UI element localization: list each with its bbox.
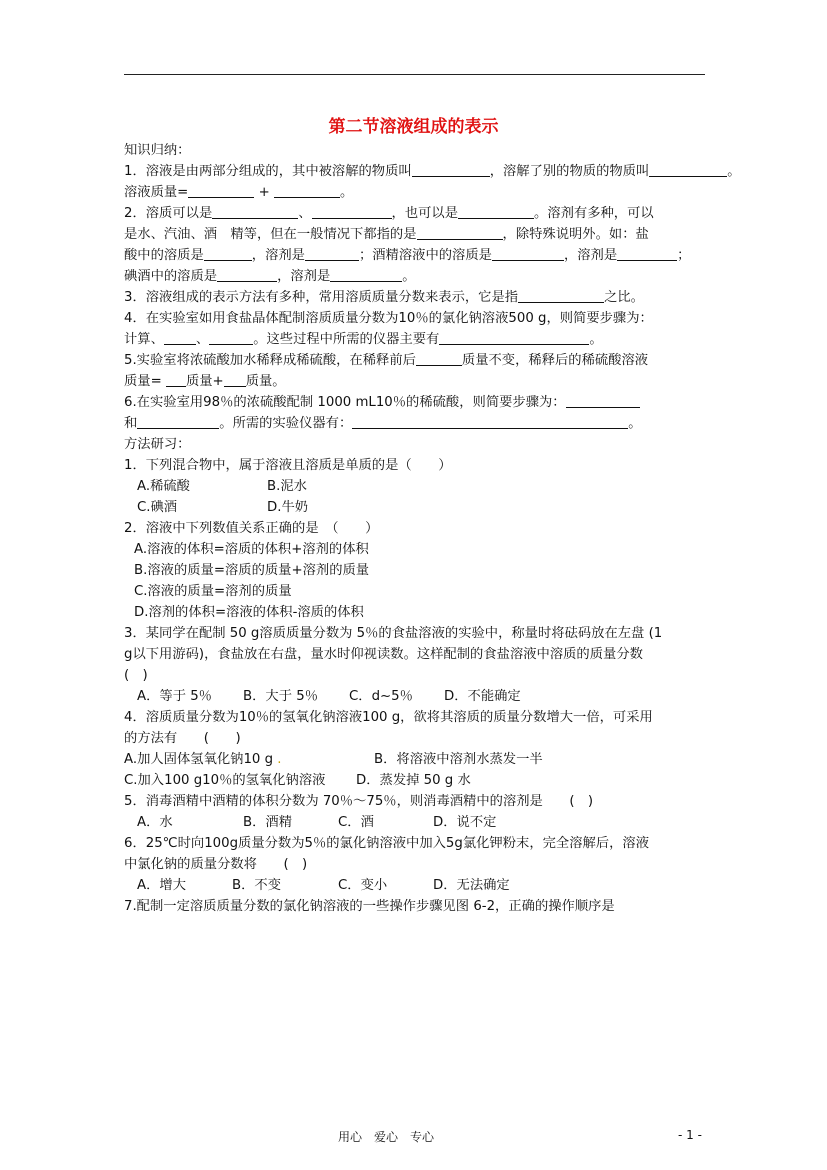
answer-blank [330,267,402,282]
option-a: A．增大 [137,878,186,893]
answer-blank [209,330,253,345]
methods-q4-line1: 4．溶质质量分数为10％的氢氧化钠溶液100 g，欲将其溶质的质量分数增大一倍，可采用 [124,710,653,725]
answer-blank [416,351,462,366]
text: 2．溶质可以是 [124,206,213,221]
text: ；酒精溶液中的溶质是 [358,248,492,263]
answer-blank [217,267,277,282]
knowledge-q4-line2 [124,329,789,350]
methods-q4-options-row2 [124,770,789,791]
option-d: D.牛奶 [267,500,309,515]
knowledge-q1-line1 [124,161,789,182]
option-a-text: A.加人固体氢氧化钠10 g [124,752,274,767]
knowledge-q2-line2 [124,224,789,245]
knowledge-q5-line1 [124,350,789,371]
text: 5.实验室将浓硫酸加水稀释成稀硫酸，在稀释前后 [124,353,416,368]
text: ，溶剂是 [251,248,305,263]
option-d: D．不能确定 [444,689,521,704]
knowledge-q4-line1: 4．在实验室如用食盐晶体配制溶质质量分数为10％的氯化钠溶液500 g，则简要步骤为： [124,311,653,326]
methods-q3-line1: 3．某同学在配制 50 g溶质质量分数为 5％的食盐溶液的实验中，称量时将砝码放在左盘 (1 [124,626,663,641]
text: ，也可以是 [391,206,459,221]
methods-q6-line1: 6．25℃时向100g质量分数为5％的氯化钠溶液中加入5g氯化钾粉末，完全溶解后，溶液 [124,836,649,851]
knowledge-q2-line4 [124,266,789,287]
option-a: A．等于 5％ [137,689,212,704]
text: 。 [402,269,416,284]
option-b: B．不变 [232,878,282,893]
answer-blank [617,246,677,261]
methods-q3-options [124,686,789,707]
knowledge-q6-line1 [124,392,789,413]
page-title: 第二节溶液组成的表示 [328,117,499,137]
methods-q1: 1．下列混合物中，属于溶液且溶质是单质的是（ ） [124,458,452,473]
text: 质量不变，稀释后的稀硫酸溶液 [461,353,649,368]
text: 质量+ [185,374,224,389]
answer-blank [458,204,534,219]
option-d: D．说不定 [433,815,497,830]
option-d: D．蒸发掉 50 g 水 [356,773,471,788]
answer-blank [649,162,727,177]
knowledge-q2-line1 [124,203,789,224]
methods-q1-options-row2 [124,497,789,518]
methods-q6-options [124,875,789,896]
methods-q4-line2: 的方法有 ( ) [124,731,241,746]
text: ，除特殊说明外。如：盐 [502,227,649,242]
option-c: C．变小 [338,878,388,893]
answer-blank [518,288,604,303]
knowledge-q1-line2 [124,182,789,203]
page-number: - 1 - [678,1128,702,1142]
option-d: D.溶剂的体积=溶液的体积-溶质的体积 [134,605,364,620]
answer-blank [164,330,196,345]
option-a [124,749,374,770]
text: + [254,185,274,200]
methods-q5-options [124,812,789,833]
answer-blank [224,372,246,387]
option-c: C.加入100 g10％的氢氧化钠溶液 [124,773,326,788]
text: ，溶剂是 [563,248,618,263]
text: 。所需的实验仪器有： [219,416,353,431]
knowledge-q6-line2 [124,413,789,434]
answer-blank [412,162,490,177]
option-b: B.溶液的质量=溶质的质量+溶剂的质量 [134,563,370,578]
knowledge-q3 [124,287,789,308]
answer-blank [166,372,186,387]
methods-heading: 方法研习： [124,437,191,452]
knowledge-q2-line3 [124,245,789,266]
answer-blank [312,204,392,219]
methods-q6-line2: 中氯化钠的质量分数将 ( ) [124,857,308,872]
option-c: C．d~5％ [349,689,413,704]
text: 。 [727,164,741,179]
text: 、 [195,332,210,347]
answer-blank [305,246,359,261]
answer-blank [137,414,219,429]
option-b: B．大于 5％ [243,689,318,704]
text: ； [677,248,691,263]
text: 是水、汽油、酒 精等，但在一般情况下都指的是 [124,227,417,242]
text: 。溶剂有多种，可以 [534,206,654,221]
option-c: C.溶液的质量=溶剂的质量 [134,584,292,599]
answer-blank [566,393,640,408]
option-c: C．酒 [338,815,374,830]
option-b: B.泥水 [267,479,307,494]
methods-q1-options-row1 [124,476,789,497]
answer-blank [492,246,564,261]
text: ，溶剂是 [277,269,331,284]
answer-blank [439,330,589,345]
text: ，溶解了别的物质的物质叫 [489,164,650,179]
text: 之比。 [604,290,644,305]
text: 和 [124,416,138,431]
text: 。 [589,332,603,347]
text: 、 [298,206,312,221]
text: 质量= [124,374,166,389]
text: 3．溶液组成的表示方法有多种，常用溶质质量分数来表示，它是指 [124,290,519,305]
methods-q5: 5．消毒酒精中酒精的体积分数为 70％～75％，则消毒酒精中的溶剂是 ( ) [124,794,594,809]
option-a: A．水 [137,815,173,830]
text: 1．溶液是由两部分组成的，其中被溶解的物质叫 [124,164,412,179]
answer-blank [352,414,628,429]
header-rule [124,74,705,75]
document-body [124,140,789,917]
answer-blank [204,246,252,261]
methods-q3-line3: ( ) [124,668,148,683]
answer-blank [417,225,503,240]
methods-q4-options-row1 [124,749,789,770]
answer-blank [188,183,254,198]
methods-q7: 7.配制一定溶质质量分数的氯化钠溶液的一些操作步骤见图 6-2，正确的操作顺序是 [124,899,615,914]
knowledge-q5-line2 [124,371,789,392]
text: 质量。 [245,374,286,389]
text: 。 [339,185,354,200]
option-b: B．将溶液中溶剂水蒸发一半 [374,752,543,767]
text: 6.在实验室用98％的浓硫酸配制 1000 mL10％的稀硫酸，则简要步骤为： [124,395,566,410]
option-a: A.稀硫酸 [137,479,190,494]
option-a: A.溶液的体积=溶质的体积+溶剂的体积 [134,542,369,557]
text: 。这些过程中所需的仪器主要有 [253,332,440,347]
text: 计算、 [124,332,164,347]
knowledge-heading: 知识归纳： [124,143,191,158]
option-b: B．酒精 [243,815,293,830]
answer-blank [274,183,340,198]
footer-motto: 用心 爱心 专心 [338,1130,435,1144]
text: 酸中的溶质是 [124,248,204,263]
answer-blank [212,204,298,219]
option-d: D．无法确定 [433,878,510,893]
text: 碘酒中的溶质是 [124,269,218,284]
methods-q2: 2．溶液中下列数值关系正确的是 （ ） [124,521,379,536]
methods-q3-line2: g以下用游码)，食盐放在右盘，量水时仰视读数。这样配制的食盐溶液中溶质的质量分数 [124,647,643,662]
highlight-dot: . [277,752,282,767]
text: 。 [628,416,642,431]
option-c: C.碘酒 [137,500,178,515]
text: 溶液质量= [124,185,189,200]
